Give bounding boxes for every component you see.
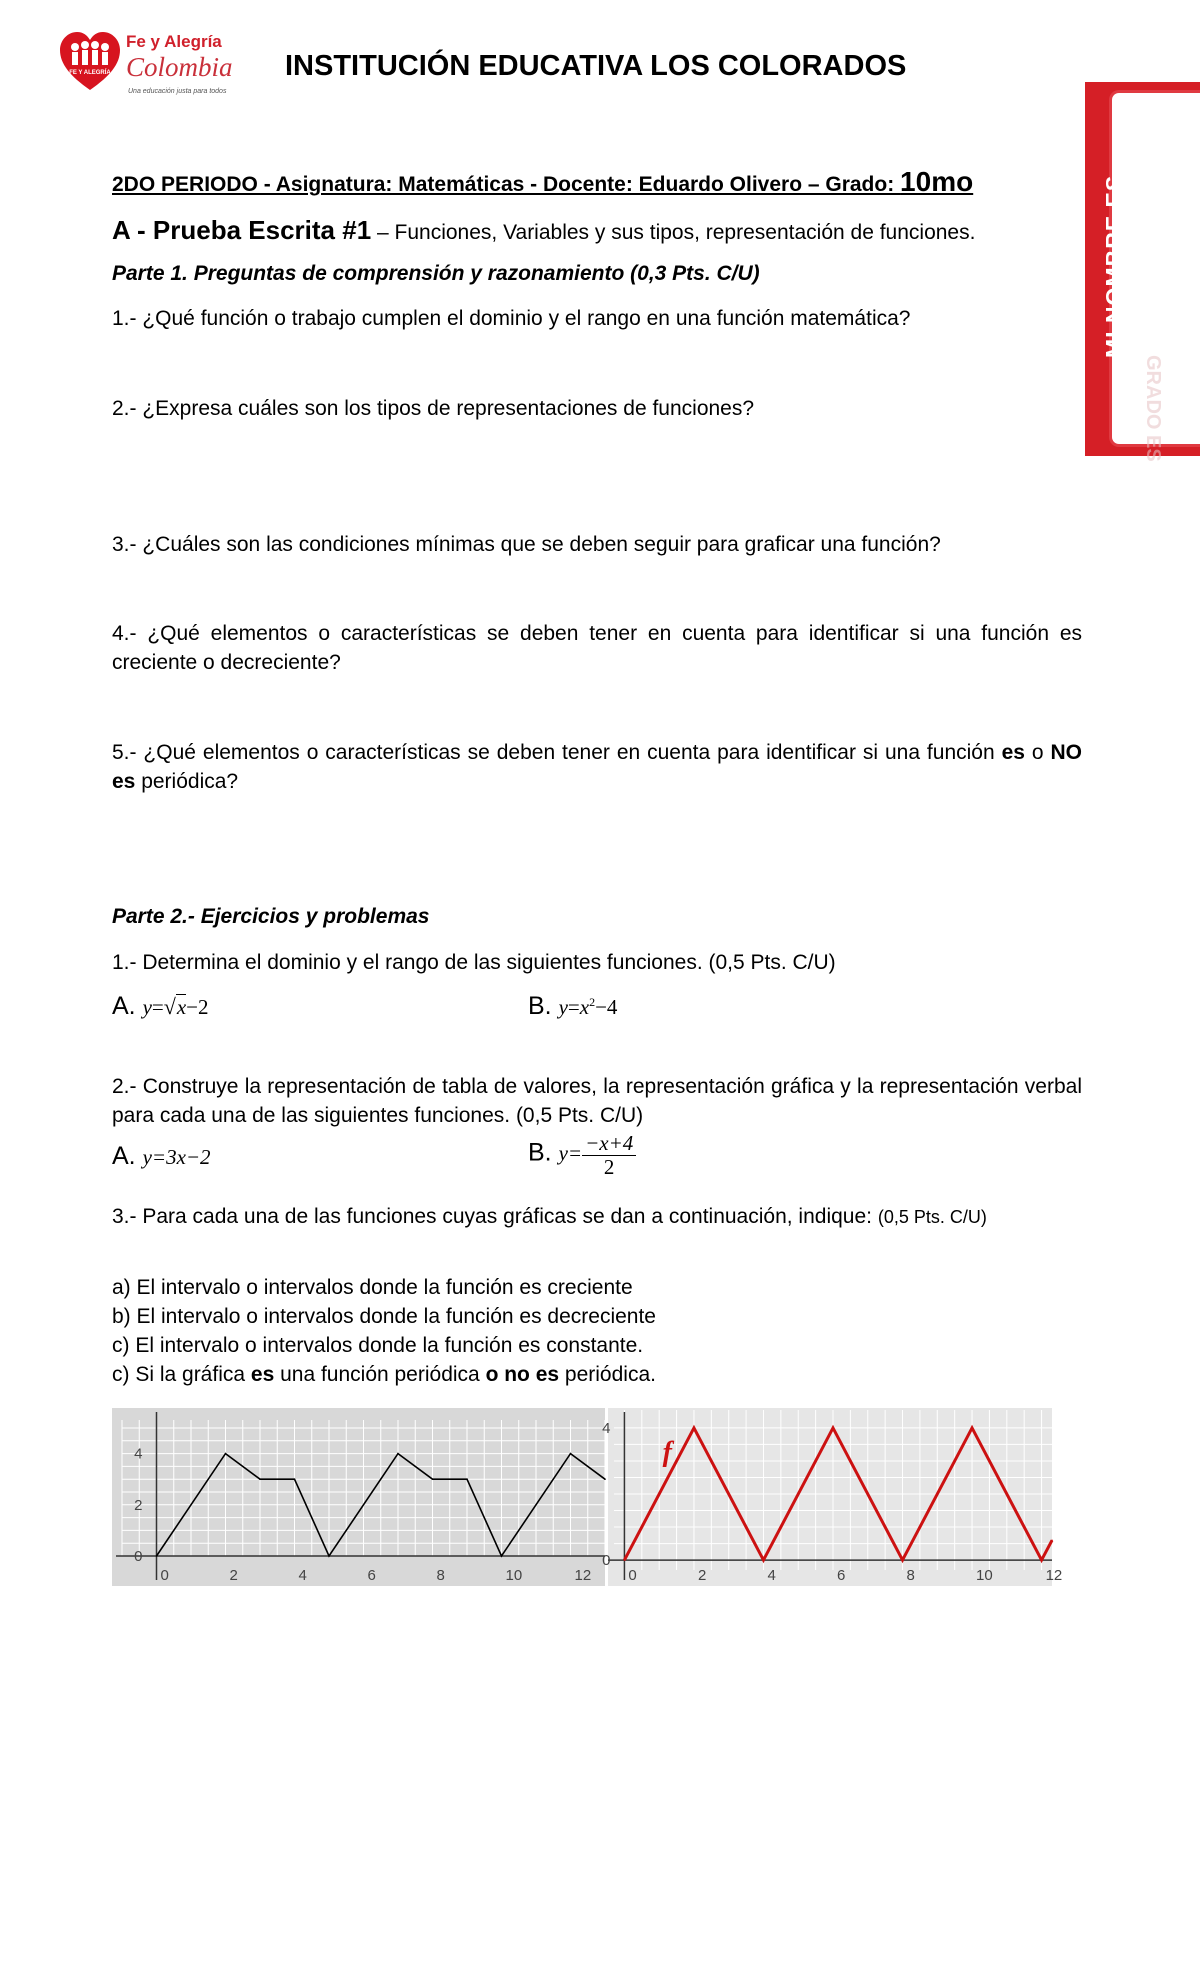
formula-rest: −2 (186, 995, 209, 1019)
part2-title: Parte 2.- Ejercicios y problemas (112, 905, 430, 928)
option-a-formula: y=3x−2 (142, 1145, 211, 1169)
heart-text: FE Y ALEGRÍA (69, 70, 111, 76)
name-banner-ghost-text: GRADO ES (1142, 355, 1164, 462)
formula-lhs: y= (558, 1141, 583, 1166)
exercise-3 (112, 1202, 1082, 1231)
item-c-mid: una función periódica (274, 1363, 486, 1386)
data-point (466, 1478, 468, 1480)
logo-tagline: Una educación justa para todos (128, 88, 227, 95)
option-a-formula (143, 995, 209, 1019)
x-tick-label: 10 (505, 1567, 523, 1584)
item-b: b) El intervalo o intervalos donde la función es decreciente (112, 1305, 656, 1328)
x-tick-label: 6 (837, 1567, 846, 1584)
formula-eq: = (151, 995, 164, 1019)
data-point (971, 1427, 973, 1429)
data-point (832, 1427, 834, 1429)
option-a-label: A. (112, 992, 136, 1020)
data-point (328, 1555, 330, 1557)
fe-y-alegria-logo (60, 32, 250, 102)
fraction-numerator: −x+4 (582, 1132, 636, 1156)
data-point (604, 1478, 606, 1480)
question-4: 4.- ¿Qué elementos o características se deben tener en cuenta para identificar si una función es creciente o decreciente? (112, 622, 1082, 675)
data-point (397, 1453, 399, 1455)
data-point (294, 1478, 296, 1480)
question-1: 1.- ¿Qué función o trabajo cumplen el dominio y el rango en una función matemática? (112, 307, 911, 330)
logo-name-bottom: Colombia (126, 52, 233, 82)
data-point (259, 1478, 261, 1480)
question-5-o: o (1024, 741, 1051, 764)
data-point (570, 1453, 572, 1455)
x-tick-label: 8 (906, 1567, 915, 1584)
x-tick-label: 12 (574, 1567, 592, 1584)
question-5 (112, 738, 1082, 797)
item-c-periodic (112, 1360, 656, 1389)
x-tick-label: 0 (160, 1567, 169, 1584)
graph-1-svg (112, 1408, 605, 1586)
name-banner-label: MI NOMBRE ES (1101, 174, 1127, 358)
chart-background (112, 1408, 605, 1586)
formula-exponent: 2 (589, 995, 596, 1009)
item-c-end: periódica. (559, 1363, 656, 1386)
question-5-no: NO es (112, 741, 1082, 794)
exam-label: A - Prueba Escrita #1 (112, 215, 372, 245)
item-a: a) El intervalo o intervalos donde la función es creciente (112, 1276, 633, 1299)
data-point (902, 1559, 904, 1561)
name-banner (1085, 82, 1200, 462)
x-tick-label: 8 (436, 1567, 445, 1584)
option-b-formula (558, 1131, 637, 1180)
exercise-3-points: (0,5 Pts. C/U) (877, 1207, 987, 1227)
logo-name-top: Fe y Alegría (126, 32, 222, 51)
exercise-2-option-a (112, 1142, 211, 1171)
part1-title: Parte 1. Preguntas de comprensión y razonamiento (0,3 Pts. C/U) (112, 262, 760, 285)
course-header-text: 2DO PERIODO - Asignatura: Matemáticas - Docente: Eduardo Olivero – Grado: (112, 173, 901, 196)
grade-value: 10mo (900, 166, 974, 197)
x-tick-label: 4 (298, 1567, 307, 1584)
option-b-label: B. (528, 1138, 552, 1167)
y-tick-label: 2 (134, 1496, 143, 1514)
exercise-3-text: 3.- Para cada una de las funciones cuyas gráficas se dan a continuación, indique: (112, 1205, 878, 1228)
data-point (225, 1453, 227, 1455)
exercise-1-option-a (112, 992, 209, 1021)
fraction (582, 1132, 636, 1179)
x-tick-label: 10 (976, 1567, 993, 1584)
question-5-es: es (1001, 741, 1025, 764)
formula-y: y (558, 995, 568, 1019)
question-5-text: 5.- ¿Qué elementos o características se deben tener en cuenta para identificar si una función (112, 741, 1002, 764)
formula-eq: = (567, 995, 580, 1019)
x-tick-label: 6 (367, 1567, 376, 1584)
exercise-1-option-b (528, 992, 617, 1021)
item-c-text: c) Si la gráfica (112, 1363, 251, 1386)
exercise-1: 1.- Determina el dominio y el rango de las siguientes funciones. (0,5 Pts. C/U) (112, 951, 836, 974)
graph-2-svg (602, 1408, 1063, 1586)
question-5-end: periódica? (135, 770, 239, 794)
x-tick-label: 12 (1045, 1567, 1063, 1584)
sqrt-icon: √ (163, 994, 176, 1019)
question-3: 3.- ¿Cuáles son las condiciones mínimas que se deben seguir para graficar una función? (112, 533, 941, 556)
heart-logo-icon (60, 32, 120, 94)
graph-2 (602, 1408, 1063, 1586)
data-point (501, 1555, 503, 1557)
option-b-formula (559, 995, 618, 1019)
data-point (693, 1427, 695, 1429)
function-label: f (662, 1436, 672, 1468)
question-2: 2.- ¿Expresa cuáles son los tipos de representaciones de funciones? (112, 397, 755, 420)
x-tick-label: 2 (697, 1567, 707, 1584)
formula-radicand: x (176, 995, 187, 1019)
y-tick-label: 0 (134, 1548, 143, 1565)
exam-title (112, 212, 975, 248)
data-point (156, 1555, 158, 1557)
x-tick-label: 4 (767, 1567, 776, 1584)
formula-rest: −4 (595, 995, 618, 1019)
option-a-label: A. (112, 1142, 136, 1170)
fraction-denominator: 2 (603, 1155, 615, 1180)
item-c-constant: c) El intervalo o intervalos donde la función es constante. (112, 1334, 644, 1357)
data-point (1041, 1559, 1043, 1561)
graph-1 (112, 1408, 605, 1586)
data-point (432, 1478, 434, 1480)
item-c-no-es: o no es (485, 1363, 560, 1386)
y-tick-label: 4 (602, 1419, 611, 1437)
exercise-2-option-b (528, 1132, 636, 1179)
exercise-2: 2.- Construye la representación de tabla de valores, la representación gráfica y la representación verbal para cada una de las siguientes funciones. (0,5 Pts. C/U) (112, 1075, 1082, 1128)
data-point (624, 1559, 626, 1561)
x-tick-label: 2 (229, 1567, 238, 1584)
data-point (763, 1559, 765, 1561)
school-title: INSTITUCIÓN EDUCATIVA LOS COLORADOS (285, 50, 907, 82)
y-tick-label: 4 (134, 1445, 143, 1463)
formula-x: x (579, 995, 590, 1019)
formula-y: y (142, 995, 152, 1019)
y-tick-label: 0 (602, 1552, 611, 1570)
x-tick-label: 0 (628, 1567, 637, 1584)
item-c-es: es (250, 1363, 275, 1386)
data-point (1051, 1539, 1053, 1541)
course-header (112, 162, 973, 201)
exam-topics: – Funciones, Variables y sus tipos, representación de funciones. (371, 221, 976, 244)
option-b-label: B. (528, 992, 552, 1020)
